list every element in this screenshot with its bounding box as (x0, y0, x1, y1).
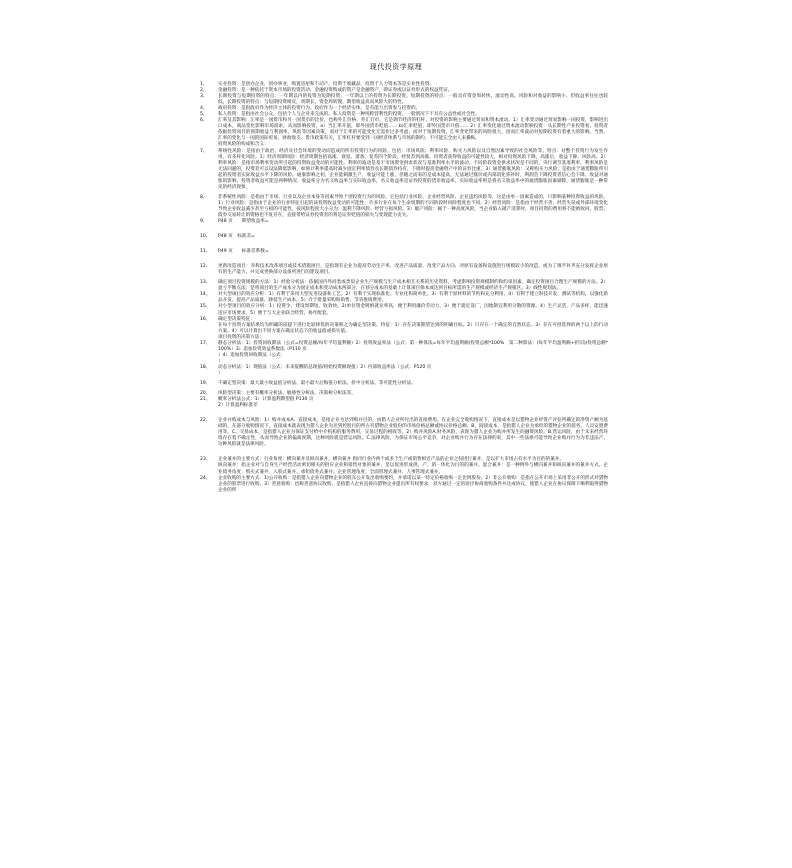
paragraph-number: 15、 (200, 304, 211, 310)
paragraph-number: 9、 (200, 219, 208, 225)
paragraph-text: 确定项目投资规模的方法：1）经验分析法：依据国内外同类或类似企业生产规模与生产成本相互关系的历史资料，考虑影响投资规模制约和约束因素，确定投资项目合理生产规模的方法。2）盈亏平衡点法：是将项目的生产成本分为固定成本和变动成本两部分，在划分成本的基础上计算项目保本或达到目标所需的生产规模或经济生产规模区。3）线性规划法。 (218, 280, 608, 292)
paragraph-text: 更新改造项目：赤称技术改革项目或技术措施项目，是指现有企业为提高劳动生产率、改进产品质量、改变产品方向、对原有设备和设施进行规模较小的改造，或为了填平补齐充分发挥企业原有的生产能力，并完成更换部分设备所进行的建设项目。 (218, 264, 608, 276)
paragraph-text: 金融投资：是一种依托于资本市场的投资活动，金融投资购成的资产是金融资产，即证券或以证券形式的权益凭证。 (218, 88, 453, 94)
paragraph (200, 341, 608, 353)
paragraph-number: 24、 (200, 475, 211, 481)
document-title: 现代投资学原理 (369, 63, 423, 71)
paragraph-number: 16、 (200, 316, 211, 322)
paragraph (200, 280, 608, 292)
paragraph-text: 在每个投资方案结果均为明确的前提下进行比较择优的决策称之为确定型决策。特征：1）存在决策期望达到的明确目标。2）只存在一个确定的自然状态。3）存在可供选择的两个以上的行动方案。4）可以计算出不同方案在确定状态下的收益值或损失值。 (218, 322, 608, 334)
paragraph-number (200, 371, 218, 377)
document-body (200, 82, 608, 494)
paragraph-text: 长期投资与短期投资的特点：一年期以内的投资为短期投资，一年期以上的投资为长期投资。短期投资的特点：一般具有资金周转快、流动性高、风险和对收益的影响小、但收益率往往也较低。长期投资的特点：与短期投资相反，周期长、资金周转慢、期望收益高而风险大的特性。 (218, 94, 608, 106)
paragraph-number: 23、 (200, 457, 211, 463)
paragraph-text: 企业收购的主要方式：1)公开收购：是指猎人企业向猎物企业的股东公开发出收购要约，并承诺以某一特定价格收购一定比例股份。2）非公开收购：是指在公开市场上采用非公开的形式对猎物企业的股票进行收购。3）善意收购：也称善意协议收购，是指猎人企业直接向猎物企业提出所有权要求，双方通过一定的途径协商收购条件并达成协议，使猎人企业在协议保障下顺利取得猎物企业的所 (218, 475, 608, 493)
paragraph-text: 系统性风险：是指由于政治、经济及社会环境的变动而造成的所有投资行为的风险。包括：市场风险、利率风险、购买力风险以及自然因素导致的社会风险等。特点：对整个投资行为发生作用，有多样化风险。1）经济周期风险：经济周期包括高涨、衰退、萧条、复苏四个阶段，经复苏到高涨，投资者获得收益的可能性较大，相对投资风险下降，高涨后，收益下降，风险高。2）利率风险：是指市场利率变动所引起的投资收益变动的可能性。利率的波动是基于市场资金供求状况与基准利率水平的波动。不同阶段资金供求状况是不同的，央行调节基准利率，利率风险是无法回避的，投资者可以设法降低影响，如预计利率提高时减少固定利率债券及长期债券持有，下降时提高金融资产中的证券比重。3）通货膨胀风险：又称购买力风险，是指由于通货膨胀所引起的投资者实际收益水平下降的风险。通胀影响之初，企业能刺激生产，收益可能上涨，但随之而来的是成本提高，无法通过涨价或内部消化弥补时，利润会下降投资者信心会下降，收益对通胀的影响，投资者收益可能是两种情况，收益率分为名义收益率与实际收益率，名义收益率是证券投资的货币收益率，实际收益率则是将名义收益率中的通货膨胀因素剔除，通货膨胀是一种常见的经济现象。 (218, 148, 608, 190)
paragraph-number: 11、 (200, 249, 211, 255)
paragraph-text: 概率分析法公式：1）计算盈利期望值 P130 页 (218, 397, 314, 403)
paragraph-number: 4、 (200, 106, 208, 112)
paragraph-text: ）4）追加投资回收期法（公式： (218, 352, 286, 358)
spacer (200, 225, 608, 234)
paragraph-text: 风险型决策：主要有概率分析法、敏感性分析法、决策树分析法等。 (218, 391, 356, 397)
paragraph-text: 实业投资：是创办企业，创办事业，购置房屋和不动产，投资于收藏品，投资于人力资本等是实业性投资。 (218, 82, 434, 87)
paragraph (200, 418, 608, 448)
spacer (200, 409, 608, 418)
paragraph-text: 动态分析法：1）现值法（公式：未来报酬的总现值/初始投资额现值）2）内部收益率法（公式：P120 页 (218, 364, 432, 370)
paragraph (200, 292, 608, 304)
paragraph-number: 13、 (200, 280, 211, 286)
paragraph-number: 22、 (200, 418, 211, 424)
paragraph-text: 汇率及其影响：汇率是一国货币和另一国货币的比价，也称外汇价格、外汇行市，它是调节经济的杠杆，对投资的影响主要通过贸易和资本流动。1）汇率变动通过贸易影响一国投资，影响进出口成本，商品变化影响市场需求，从而影响投资，a）当汇率升值，即外国货币贬值…… b)汇率贬值，即外国货币升值…… 2）汇率变化通过资本流动影响投资：从长期性产业投资看，投资者依据投资项目的预期收益与利润率、风险等因素决策，而对于汇率的可能变化无需作过多考虑，而对于短期投资，汇率变化带来的风险很大，因而汇率波动对短期投资有着重大的影响。当然，汇率的变化与一国的国际贸易、财政收支、货币政策有关，汇率杠杆要受到一国经济体系与市场的制约，不可能完全由人来操纵。 (218, 118, 608, 142)
spacer (200, 255, 608, 264)
paragraph (200, 304, 608, 316)
paragraph-number: 20、 (200, 391, 211, 397)
paragraph (200, 149, 608, 191)
paragraph-number: 17、 (200, 340, 211, 346)
paragraph-number: 2、 (200, 88, 208, 94)
paragraph-text: 对大型项目的效应分析：1）有利于采用大型先进设备和工艺。2）有利于实现标准化、专业化和简单化。3）有利于原材料的节约和充分利用。4）有利于建立科技开发、测试等机构，以强化新品开发，提高产品质量、降低生产成本。5）介于批量采购和销售，节省推销费用。 (218, 292, 608, 304)
paragraph (200, 381, 608, 387)
paragraph-number: 1、 (200, 82, 208, 87)
paragraph-number: 5、 (200, 112, 208, 118)
paragraph-text: ） (218, 370, 223, 376)
paragraph-number (200, 323, 218, 335)
paragraph (200, 403, 608, 409)
paragraph (200, 371, 608, 377)
paragraph-number: 21、 (200, 397, 211, 403)
paragraph-text: P49 页 标准差系数= (218, 249, 269, 255)
paragraph (200, 463, 608, 475)
paragraph-text: ） (218, 358, 223, 364)
paragraph-number: 8、 (200, 194, 208, 200)
paragraph (200, 118, 608, 142)
paragraph-number (200, 403, 218, 409)
paragraph-text: 项目投资的决策方法： (218, 334, 264, 340)
paragraph-text: 纵向兼并：指企业对与自身生产经营活动密切相关的供应企业和销售对象的兼并，是以促进形成供、产、销一体化为目的的兼并。混合兼并：是一种例外与横向兼并和纵向兼并的兼并方式。企业债务角度：购买式兼并，入股式兼并、承担债务式兼并；企业管理角度：全面管理式兼并、人事管理式兼并。 (218, 463, 608, 475)
paragraph-text: 对小型项目的效应分析：1）投资少，建设周期短，收效快。2)单位资金吸纳就业率高，便于利用廉价劳动力。3）便于就近设厂，因地制宜利用分散的资源。4）生产灵活，产品多样，能迅速适应市场要求。5）便于与大企业联合经营、协作配套。 (218, 304, 608, 316)
paragraph-number: 6、 (200, 118, 208, 124)
paragraph (200, 476, 608, 494)
paragraph-text: 企业并购成本与风险：1）购并成本A、直接成本，是指企业为达到购并目的，由猎人企业所付出的直接费用。在企业完全收购情况下，直接成本是以猎物企业经资产评估所确定的净资产额为基础的，在部分收购情况下，直接成本就表现为猎人企业为达到控股目的所占有猎物企业股份的市场价格总额或协议价格总额。B、间接成本，是指猎人企业为承担的猎物企业的债务，人员安置费用等。C、交易成本，是指猎人企业为保证支付给中介机构的服务费用，交易过程的税收等。2）购并风险A.财务风险，表现为猎人企业为购并所发生的融资风险。B.营运风险，由于未来经营环境存在着不确定性，从而导致企业的偏离预期，这种风险就是营运风险。C.法律风险，为保证市场公平竞争，对企业购并行为存在法律约束，其中一些法律可能导致企业购并行为为非违法产，这种风险就是法律风险。 (218, 418, 608, 448)
paragraph (200, 264, 608, 276)
paragraph-number: 3、 (200, 94, 208, 100)
paragraph-number: 7、 (200, 148, 208, 154)
paragraph (200, 234, 608, 240)
paragraph-text: 企业兼并的主要方式：行业角度：横向兼并及纵向兼并，横向兼并 指同行业内两个或多个生产或销售相近产品的企业之间进行兼并，是以扩大市场占有水平为目的的兼并。 (218, 457, 564, 463)
paragraph-number: 18、 (200, 364, 211, 370)
paragraph-number: 14、 (200, 292, 211, 298)
paragraph-text: 投资风险的构成和含义： (218, 142, 269, 148)
paragraph-text: 私人投资：是指由社会公众，包括个人与企业来完成的。私人投资是一种纯粹营利性的投资，一般情况下不具有公益性或社会性。 (218, 112, 480, 118)
paragraph-number: 12、 (200, 264, 211, 270)
paragraph-text: 政府投资：是指政府作为经济主体的投资行为。政府作为一个经济实体，是有能力出资参与投资的。 (218, 106, 421, 112)
paragraph-text: 确定型决策特征： (218, 316, 255, 322)
paragraph-text: 非系统性风险：是指由于市场、行业以及企业本身等因素导致个别投资行为的风险。它包括行业风险、企业经营风险、企业违约风险等，这是由单一因素造成的，只影响某种投资收益的风险。1）行业风险：是指由于企业的行业特征引起的该投资收益变动的可能性，许多行业在每个生命周期的不同阶段时风险程度也不同。2）经营风险：是指由于经营不善，经营失误或外部环境变化导致企业收益减少甚至亏损的可能性，按风险程度大小分为：盈利下降风险、经营亏损风险。3）破产风险：属于一种高度风险，当企业陷入破产清算时，项目投资的费用将不能被收回，股票、债券交易转让的资格也不复存在，直接带给证券投资者的将是证券贬值的损失与变现能力丧失。 (218, 194, 608, 218)
paragraph-number: 10、 (200, 234, 211, 240)
paragraph-text: 静态分析法：1）投资回收期法（公式=投资总额/每年平均盈利额）2）投资收益率法（公式：第一种算法=每年平均盈利额/投资总额*100% 第二种算法：(每年平均盈利额+折旧)/投资总额*100%）3）追加投资效益系数法（P110 页 (218, 340, 608, 352)
paragraph-text: 2）计算盈利标准差 (218, 403, 258, 409)
paragraph-text: P48 页 标准差= (218, 234, 255, 240)
paragraph-text: P48 页 期望收益率= (218, 219, 269, 225)
paragraph-number (200, 463, 218, 475)
paragraph-text: 不确定型决策：最大最小收益值分析法、最小最大后悔值分析法、折中分析法、等可能性分析法。 (218, 381, 416, 387)
paragraph (200, 323, 608, 335)
paragraph (200, 219, 608, 225)
paragraph (200, 249, 608, 255)
spacer (200, 240, 608, 249)
paragraph (200, 94, 608, 106)
paragraph (200, 195, 608, 219)
paragraph-number: 19、 (200, 381, 211, 387)
